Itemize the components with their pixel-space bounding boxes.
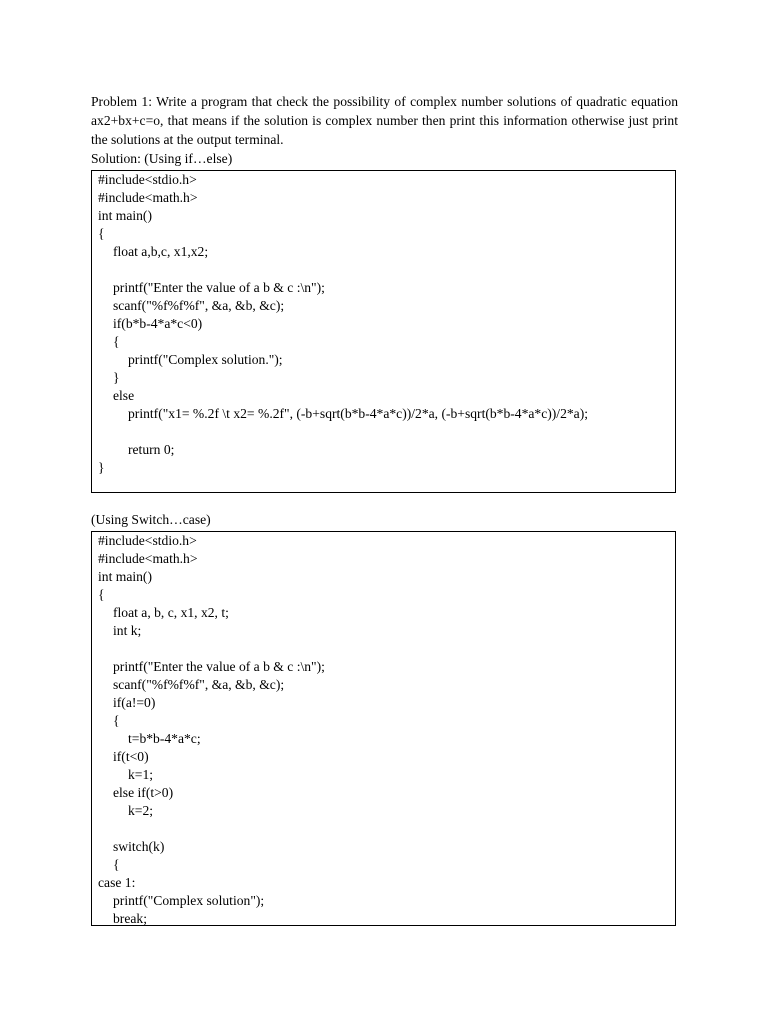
code-line: {: [98, 226, 105, 241]
code-line: [92, 640, 675, 658]
problem-statement: Problem 1: Write a program that check the possibility of complex number solutions of quadratic equation ax2+bx+c=o, that means if the solution is complex number then print this information otherwise just print the solutions at the output terminal.: [91, 94, 678, 147]
code-line: if(t<0): [113, 749, 149, 764]
code-line: if(a!=0): [113, 695, 156, 710]
code-line: printf("Enter the value of a b & c :\n");: [113, 280, 325, 295]
code-block-switch: [91, 531, 676, 926]
solution-label-switch: (Using Switch…case): [91, 512, 211, 527]
code-line: scanf("%f%f%f", &a, &b, &c);: [113, 677, 285, 692]
code-line: int main(): [98, 208, 152, 223]
code-line: #include<stdio.h>: [98, 533, 197, 548]
code-line: return 0;: [128, 442, 175, 457]
code-line: {: [113, 713, 120, 728]
code-line: int k;: [113, 623, 142, 638]
code-line: int main(): [98, 569, 152, 584]
code-line: float a, b, c, x1, x2, t;: [113, 605, 229, 620]
code-block-ifelse: [91, 170, 676, 493]
code-line: {: [113, 857, 120, 872]
code-line: k=2;: [128, 803, 154, 818]
code-line: t=b*b-4*a*c;: [128, 731, 201, 746]
code-line: [92, 820, 675, 838]
code-line: switch(k): [113, 839, 165, 854]
code-line: k=1;: [128, 767, 154, 782]
code-line: {: [113, 334, 120, 349]
code-line: #include<stdio.h>: [98, 172, 197, 187]
code-line: printf("Complex solution.");: [128, 352, 283, 367]
code-line: }: [98, 460, 105, 475]
code-listing-ifelse: [92, 171, 675, 477]
code-line: printf("Enter the value of a b & c :\n");: [113, 659, 325, 674]
code-line: scanf("%f%f%f", &a, &b, &c);: [113, 298, 285, 313]
code-line: case 1:: [98, 875, 136, 890]
code-line: #include<math.h>: [98, 190, 198, 205]
code-line: else if(t>0): [113, 785, 174, 800]
code-line: }: [113, 370, 120, 385]
code-line: #include<math.h>: [98, 551, 198, 566]
solution-label-ifelse: Solution: (Using if…else): [91, 151, 233, 166]
code-line: {: [98, 587, 105, 602]
code-line: [92, 423, 675, 441]
code-line: float a,b,c, x1,x2;: [113, 244, 209, 259]
code-line: else: [113, 388, 135, 403]
code-listing-switch: [92, 532, 675, 928]
code-line: [92, 261, 675, 279]
code-line: printf("Complex solution");: [113, 893, 265, 908]
code-line: printf("x1= %.2f \t x2= %.2f", (-b+sqrt(b*b-4*a*c))/2*a, (-b+sqrt(b*b-4*a*c))/2*a);: [128, 406, 589, 421]
code-line: if(b*b-4*a*c<0): [113, 316, 203, 331]
code-line: break;: [113, 911, 147, 926]
